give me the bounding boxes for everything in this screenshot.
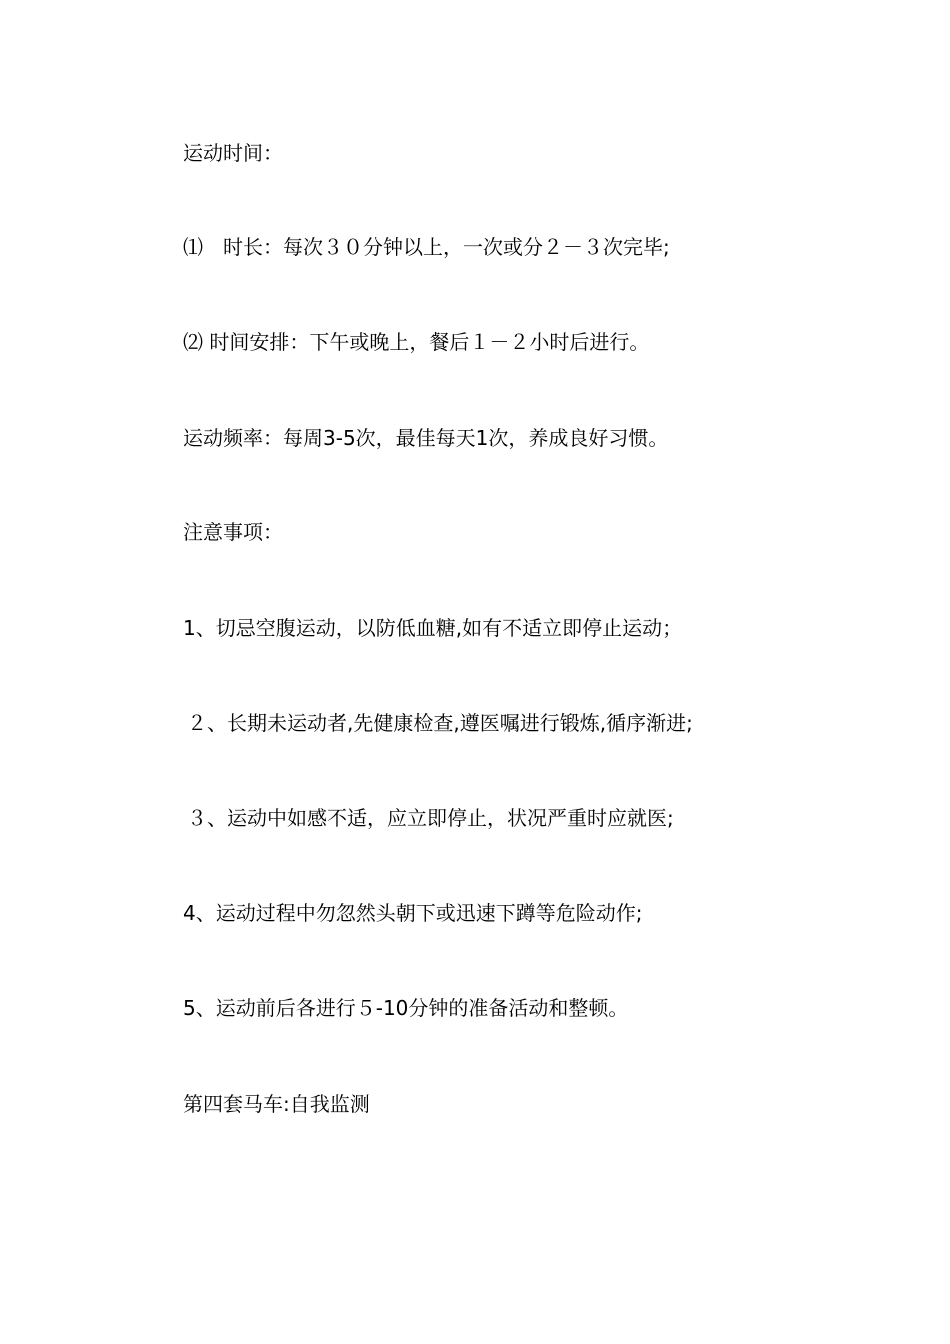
heading-precautions: 注意事项： bbox=[183, 520, 283, 544]
precaution-item-5: 5、运动前后各进行５-10分钟的准备活动和整顿。 bbox=[183, 996, 629, 1020]
precaution-item-2: ２、长期未运动者,先健康检查,遵医嘱进行锻炼,循序渐进; bbox=[187, 711, 693, 735]
paragraph-exercise-frequency: 运动频率：每周3-5次，最佳每天1次，养成良好习惯。 bbox=[183, 426, 669, 450]
section-heading-self-monitoring: 第四套马车:自我监测 bbox=[183, 1092, 370, 1116]
item-duration: ⑴ 时长：每次３０分钟以上，一次或分２－３次完毕; bbox=[183, 235, 670, 259]
precaution-item-1: 1、切忌空腹运动，以防低血糖,如有不适立即停止运动； bbox=[183, 616, 683, 640]
heading-exercise-time: 运动时间： bbox=[183, 141, 283, 165]
precaution-item-3: ３、运动中如感不适，应立即停止，状况严重时应就医; bbox=[187, 806, 674, 830]
precaution-item-4: 4、运动过程中勿忽然头朝下或迅速下蹲等危险动作; bbox=[183, 901, 643, 925]
item-schedule: ⑵ 时间安排：下午或晚上，餐后１－２小时后进行。 bbox=[183, 330, 650, 354]
